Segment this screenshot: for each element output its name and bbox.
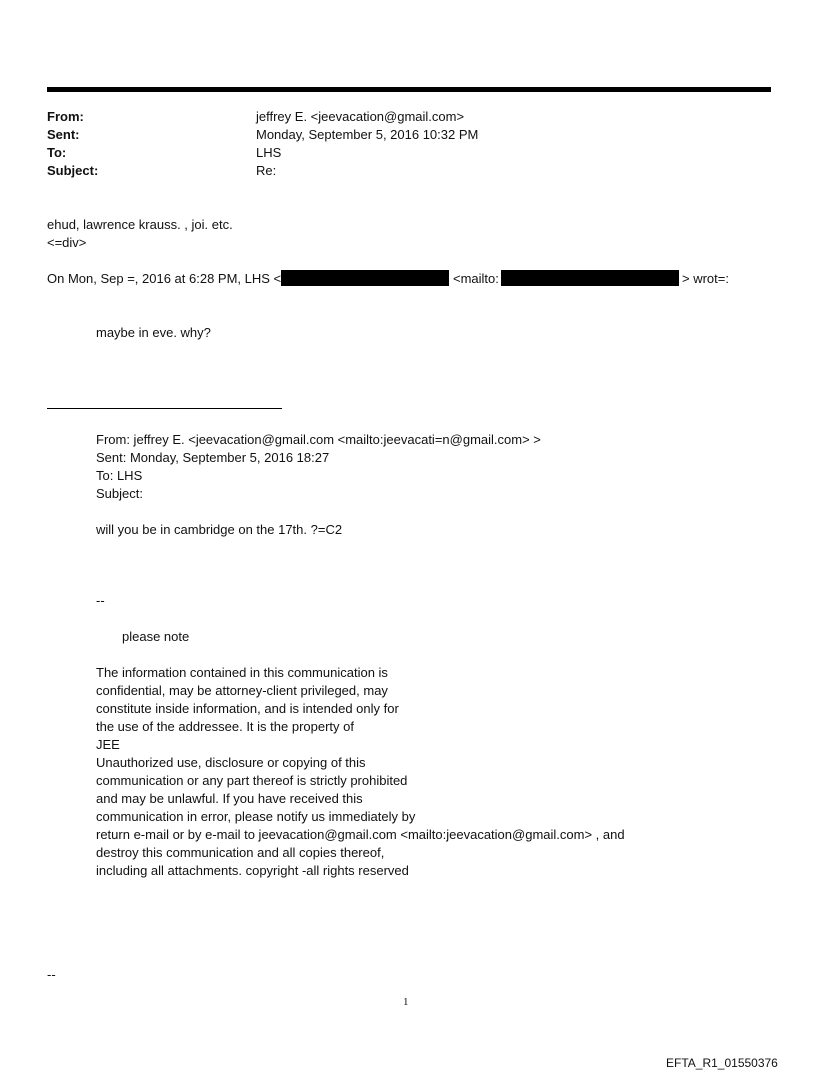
- disclaimer-line: communication or any part thereof is strictly prohibited: [96, 773, 408, 788]
- quote-intro-suffix: > wrot=:: [682, 271, 729, 286]
- from-value: jeffrey E. <jeevacation@gmail.com>: [256, 109, 465, 124]
- disclaimer-line: confidential, may be attorney-client privileged, may: [96, 683, 388, 698]
- disclaimer-line: including all attachments. copyright -all rights reserved: [96, 863, 409, 878]
- from-label: From:: [47, 109, 84, 124]
- disclaimer-line: return e-mail or by e-mail to jeevacation@gmail.com <mailto:jeevacation@gmail.com> , and: [96, 827, 625, 842]
- body-line-1: ehud, lawrence krauss. , joi. etc.: [47, 217, 233, 232]
- quoted-sent: Sent: Monday, September 5, 2016 18:27: [96, 450, 330, 465]
- disclaimer-line: communication in error, please notify us immediately by: [96, 809, 416, 824]
- header-divider: [47, 87, 771, 92]
- sent-label: Sent:: [47, 127, 80, 142]
- disclaimer-line: destroy this communication and all copies thereof,: [96, 845, 385, 860]
- reply-text: maybe in eve. why?: [96, 325, 211, 340]
- redaction-block: [281, 270, 449, 286]
- quote-intro-prefix: On Mon, Sep =, 2016 at 6:28 PM, LHS <: [47, 271, 282, 286]
- disclaimer-block: [96, 664, 625, 880]
- disclaimer-line: JEE: [96, 737, 120, 752]
- quoted-message: will you be in cambridge on the 17th. ?=C2: [96, 522, 343, 537]
- redaction-block: [501, 270, 679, 286]
- trailing-dashes: --: [47, 967, 56, 982]
- to-value: LHS: [256, 145, 282, 160]
- quote-intro-mailto: <mailto:: [453, 271, 499, 286]
- subject-label: Subject:: [47, 163, 99, 178]
- signature-dashes: --: [96, 593, 105, 608]
- disclaimer-line: constitute inside information, and is intended only for: [96, 701, 399, 716]
- quoted-from: From: jeffrey E. <jeevacation@gmail.com <mailto:jeevacati=n@gmail.com> >: [96, 432, 541, 447]
- please-note: please note: [122, 629, 190, 644]
- quoted-to: To: LHS: [96, 468, 143, 483]
- disclaimer-line: and may be unlawful. If you have received this: [96, 791, 363, 806]
- quote-separator: [47, 408, 282, 409]
- body-line-2: <=div>: [47, 235, 87, 250]
- disclaimer-line: the use of the addressee. It is the property of: [96, 719, 354, 734]
- page-number: 1: [403, 996, 409, 1008]
- disclaimer-line: Unauthorized use, disclosure or copying of this: [96, 755, 366, 770]
- document-id: EFTA_R1_01550376: [666, 1056, 778, 1070]
- subject-value: Re:: [256, 163, 277, 178]
- disclaimer-line: The information contained in this communication is: [96, 665, 388, 680]
- quoted-subject: Subject:: [96, 486, 143, 501]
- to-label: To:: [47, 145, 67, 160]
- sent-value: Monday, September 5, 2016 10:32 PM: [256, 127, 479, 142]
